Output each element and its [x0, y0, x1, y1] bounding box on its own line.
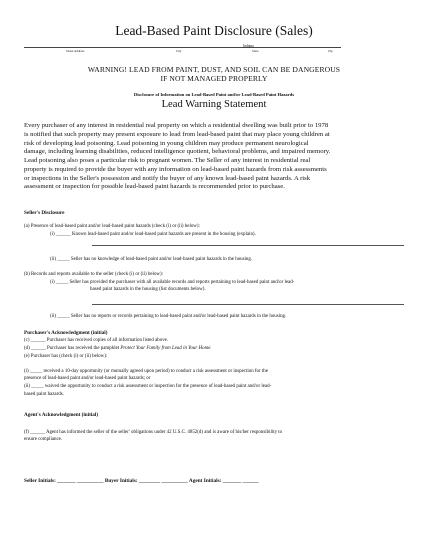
zip-label: Zip	[328, 49, 333, 53]
seller-disclosure-heading: Seller's Disclosure	[24, 210, 65, 216]
seller-item-b-i-cont: based paint hazards in the housing (list documents below).	[90, 287, 206, 292]
purchaser-item-d-text: (d) ______ Purchaser has received the pamphlet	[24, 346, 121, 351]
statement-line: Every purchaser of any interest in residential real property on which a residential dwelling was built prior to 1978	[24, 122, 329, 129]
warning-line-1: WARNING! LEAD FROM PAINT, DUST, AND SOIL CAN BE DANGEROUS	[87, 65, 341, 74]
seller-item-b-i[interactable]: (i) _____ Seller has provided the purchaser with all available records and reports pertaining to lead-based paint and/or lead-	[50, 280, 295, 285]
explain-line[interactable]	[92, 245, 404, 246]
statement-line: Lead poisoning also poses a particular risk to pregnant women. The Seller of any interest in residential real	[24, 157, 311, 164]
seller-item-b-ii[interactable]: (ii) _____ Seller has no reports or records pertaining to lead-based paint and/or lead-based paint hazards in the housing.	[50, 314, 287, 319]
state-label: State	[252, 49, 259, 53]
purchaser-item-e-ii[interactable]: (ii) _____ waived the opportunity to conduct a risk assessment or inspection for the presence of lead-based paint and/or lead-	[24, 384, 272, 389]
purchaser-item-e: (e) Purchaser has (check (i) or (ii) below):	[24, 354, 108, 359]
documents-line[interactable]	[92, 304, 404, 305]
purchaser-item-c[interactable]: (c) ______ Purchaser has received copies of all information listed above.	[24, 338, 169, 343]
seller-item-a-i[interactable]: (i) ______ Known lead-based paint and/or lead-based paint hazards are present in the housing (explain).	[50, 232, 256, 237]
warning-line-2: IF NOT MANAGED PROPERLY	[160, 74, 268, 83]
purchaser-item-e-i-cont: presence of lead-based paint and/or lead-based paint hazards; or	[24, 376, 151, 381]
statement-heading: Lead Warning Statement	[161, 99, 267, 110]
purchaser-item-e-ii-cont: based paint hazards.	[24, 392, 64, 397]
lead-warning-statement	[24, 122, 404, 192]
seller-item-a-ii[interactable]: (ii) _____ Seller has no knowledge of lead-based paint and/or lead-based paint hazards in the housing.	[50, 257, 253, 262]
street-address-label: Street Address	[66, 49, 85, 53]
city-label: City	[176, 49, 182, 53]
statement-line: damage, including learning disabilities, reduced intelligence quotient, behavioral problems, and impaired memory.	[24, 148, 331, 156]
statement-line: property is required to provide the buyer with any information on lead-based paint hazards from risk assessments	[24, 165, 327, 173]
agent-item-f[interactable]: (f) ______ Agent has informed the seller of the seller' obligations under 42 U.S.C. 4852(d) and is aware of his/her responsibility to	[24, 430, 283, 435]
purchaser-acknowledgment-heading: Purchaser's Acknowledgment (initial)	[24, 330, 108, 336]
statement-line: is notified that such property may present exposure to lead from lead-based paint that may place young children at	[24, 130, 330, 138]
address-line[interactable]	[24, 47, 341, 48]
purchaser-item-d[interactable]	[24, 346, 212, 351]
purchaser-item-e-i[interactable]: (i) _____ received a 10-day opportunity (or mutually agreed upon period) to conduct a risk assessment or inspection for the	[24, 369, 268, 374]
seller-item-a: (a) Presence of lead-based paint and/or lead-based paint hazards (check (i) or (ii) below):	[24, 224, 200, 229]
statement-line: assessment or inspection for possible lead-based paint hazards is recommended prior to purchase.	[24, 183, 285, 191]
disclosure-heading: Disclosure of Information on Lead-Based Paint and/or Lead-Based Paint Hazards	[133, 92, 295, 97]
initials-line[interactable]: Seller Initials: _______ __________ Buyer Initials: ________ __________ Agent Initials: _______ ______	[24, 478, 259, 484]
statement-line: or inspections in the Seller's possession and notify the buyer of any known lead-based paint hazards. A risk	[24, 174, 311, 182]
agent-acknowledgment-heading: Agent's Acknowledgment (initial)	[24, 412, 99, 418]
pamphlet-title: Protect Your Family from Lead in Your Home.	[120, 346, 212, 351]
agent-item-f-cont: ensure compliance.	[24, 437, 63, 442]
statement-line: risk of developing lead poisoning. Lead poisoning in young children may produce permanent neurological	[24, 139, 309, 147]
state-value: Indiana	[243, 44, 254, 48]
document-title: Lead-Based Paint Disclosure (Sales)	[115, 23, 313, 38]
seller-item-b: (b) Records and reports available to the seller (check (i) or (ii) below):	[24, 272, 164, 277]
